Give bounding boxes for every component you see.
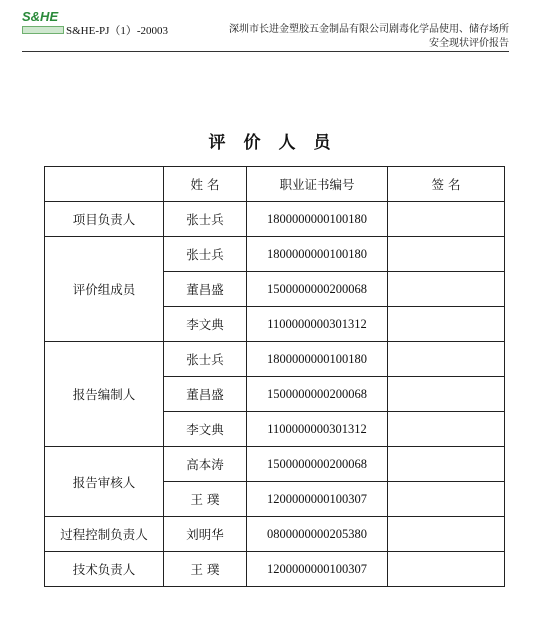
signature-cell[interactable]: [388, 377, 505, 412]
table-row: [45, 517, 505, 552]
signature-cell[interactable]: [388, 482, 505, 517]
header-signature: 签 名: [388, 167, 505, 202]
header-title-block: [229, 23, 509, 51]
signature-cell[interactable]: [388, 342, 505, 377]
table-row: [45, 202, 505, 237]
cert-number-cell: 0800000000205380: [247, 517, 388, 552]
document-code: S&HE-PJ（1）-20003: [66, 25, 169, 37]
table-row: [45, 552, 505, 587]
role-cell: 报告编制人: [45, 342, 164, 447]
role-cell: 项目负责人: [45, 202, 164, 237]
name-cell: 董昌盛: [164, 377, 247, 412]
header-company-line: 深圳市长进金塑胶五金制品有限公司剧毒化学品使用、储存场所: [229, 24, 509, 35]
header-role: [45, 167, 164, 202]
name-cell: 张士兵: [164, 202, 247, 237]
cert-number-cell: 1500000000200068: [247, 447, 388, 482]
role-cell: 过程控制负责人: [45, 517, 164, 552]
name-cell: 张士兵: [164, 342, 247, 377]
evaluators-table: [44, 166, 505, 587]
cert-number-cell: 1800000000100180: [247, 237, 388, 272]
header-report-line: 安全现状评价报告: [429, 38, 509, 49]
cert-number-cell: 1500000000200068: [247, 377, 388, 412]
signature-cell[interactable]: [388, 552, 505, 587]
name-cell: 李文典: [164, 412, 247, 447]
name-cell: 王 璞: [164, 482, 247, 517]
signature-cell[interactable]: [388, 517, 505, 552]
signature-cell[interactable]: [388, 447, 505, 482]
name-cell: 董昌盛: [164, 272, 247, 307]
name-cell: 张士兵: [164, 237, 247, 272]
name-cell: 李文典: [164, 307, 247, 342]
role-cell: 报告审核人: [45, 447, 164, 517]
table-row: [45, 447, 505, 482]
name-cell: 王 璞: [164, 552, 247, 587]
signature-cell[interactable]: [388, 307, 505, 342]
signature-cell[interactable]: [388, 237, 505, 272]
cert-number-cell: 1200000000100307: [247, 482, 388, 517]
cert-number-cell: 1100000000301312: [247, 307, 388, 342]
table-body: [45, 202, 505, 587]
table-row: [45, 342, 505, 377]
cert-number-cell: 1800000000100180: [247, 342, 388, 377]
cert-number-cell: 1800000000100180: [247, 202, 388, 237]
page-title: 评价人员: [208, 133, 349, 153]
header-cert: 职业证书编号: [247, 167, 388, 202]
role-cell: 评价组成员: [45, 237, 164, 342]
name-cell: 高本涛: [164, 447, 247, 482]
cert-number-cell: 1200000000100307: [247, 552, 388, 587]
signature-cell[interactable]: [388, 272, 505, 307]
cert-number-cell: 1500000000200068: [247, 272, 388, 307]
table-header-row: [45, 167, 505, 202]
company-logo: [22, 9, 66, 37]
role-cell: 技术负责人: [45, 552, 164, 587]
header-divider: [22, 51, 509, 52]
signature-cell[interactable]: [388, 412, 505, 447]
cert-number-cell: 1100000000301312: [247, 412, 388, 447]
signature-cell[interactable]: [388, 202, 505, 237]
logo-text: S&HE: [22, 9, 59, 24]
table-row: [45, 237, 505, 272]
name-cell: 刘明华: [164, 517, 247, 552]
header-name: 姓 名: [164, 167, 247, 202]
logo-strip: [22, 26, 64, 34]
